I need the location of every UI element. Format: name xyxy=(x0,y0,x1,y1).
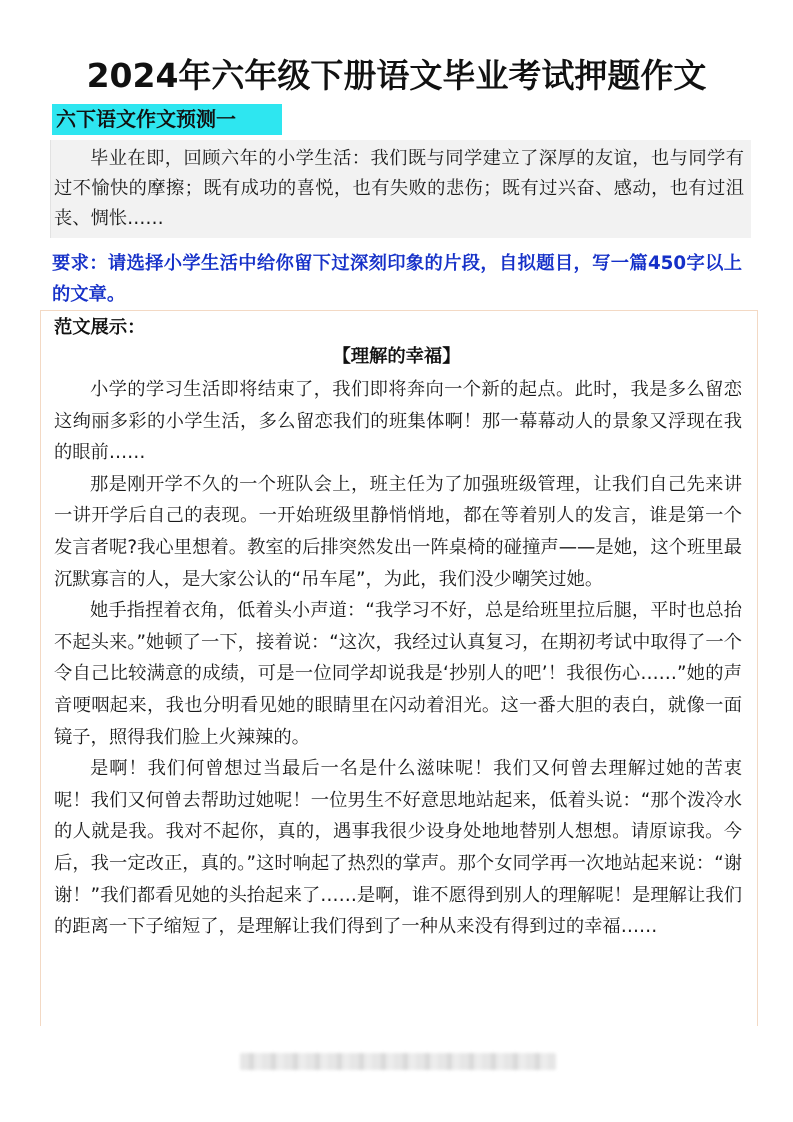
essay-paragraph: 那是刚开学不久的一个班队会上，班主任为了加强班级管理，让我们自己先来讲一讲开学后自己的表现。一开始班级里静悄悄地，都在等着别人的发言，谁是第一个发言者呢?我心里想着。教室的后排突然发出一阵桌椅的碰撞声——是她，这个班里最沉默寡言的人，是大家公认的“吊车尾”，为此，我们没少嘲笑过她。 xyxy=(54,473,742,590)
essay-paragraph: 她手指捏着衣角，低着头小声道：“我学习不好，总是给班里拉后腿，平时也总抬不起头来。”她顿了一下，接着说：“这次，我经过认真复习，在期初考试中取得了一个令自己比较满意的成绩，可是一位同学却说我是‘抄别人的吧’！我很伤心……”她的声音哽咽起来，我也分明看见她的眼睛里在闪动着泪光。这一番大胆的表白，就像一面镜子，照得我们脸上火辣辣的。 xyxy=(54,600,742,748)
sample-label: 范文展示： xyxy=(54,317,146,338)
essay-title: 【理解的幸福】 xyxy=(332,346,461,367)
requirement-text: 要求：请选择小学生活中给你留下过深刻印象的片段，自拟题目，写一篇450字以上的文章。 xyxy=(52,253,742,305)
essay-paragraph: 是啊！我们何曾想过当最后一名是什么滋味呢！我们又何曾去理解过她的苦衷呢！我们又何曾去帮助过她呢！一位男生不好意思地站起来，低着头说：“那个泼冷水的人就是我。我对不起你，真的，遇事我很少设身处地地替别人想想。请原谅我。今后，我一定改正，真的。”这时响起了热烈的掌声。那个女同学再一次地站起来说：“谢谢！”我们都看见她的头抬起来了……是啊，谁不愿得到别人的理解呢！是理解让我们的距离一下子缩短了，是理解让我们得到了一种从来没有得到过的幸福…… xyxy=(54,758,742,938)
intro-paragraph: 毕业在即，回顾六年的小学生活：我们既与同学建立了深厚的友谊，也与同学有过不愉快的摩擦；既有成功的喜悦，也有失败的悲伤；既有过兴奋、感动，也有过沮丧、惆怅…… xyxy=(54,148,744,229)
page-title: 2024年六年级下册语文毕业考试押题作文 xyxy=(86,56,707,95)
section-tag: 六下语文作文预测一 xyxy=(52,104,282,135)
essay-paragraph: 小学的学习生活即将结束了，我们即将奔向一个新的起点。此时，我是多么留恋这绚丽多彩的小学生活，多么留恋我们的班集体啊！那一幕幕动人的景象又浮现在我的眼前…… xyxy=(54,379,742,464)
essay-body xyxy=(54,374,742,943)
blurred-watermark xyxy=(240,1053,556,1070)
